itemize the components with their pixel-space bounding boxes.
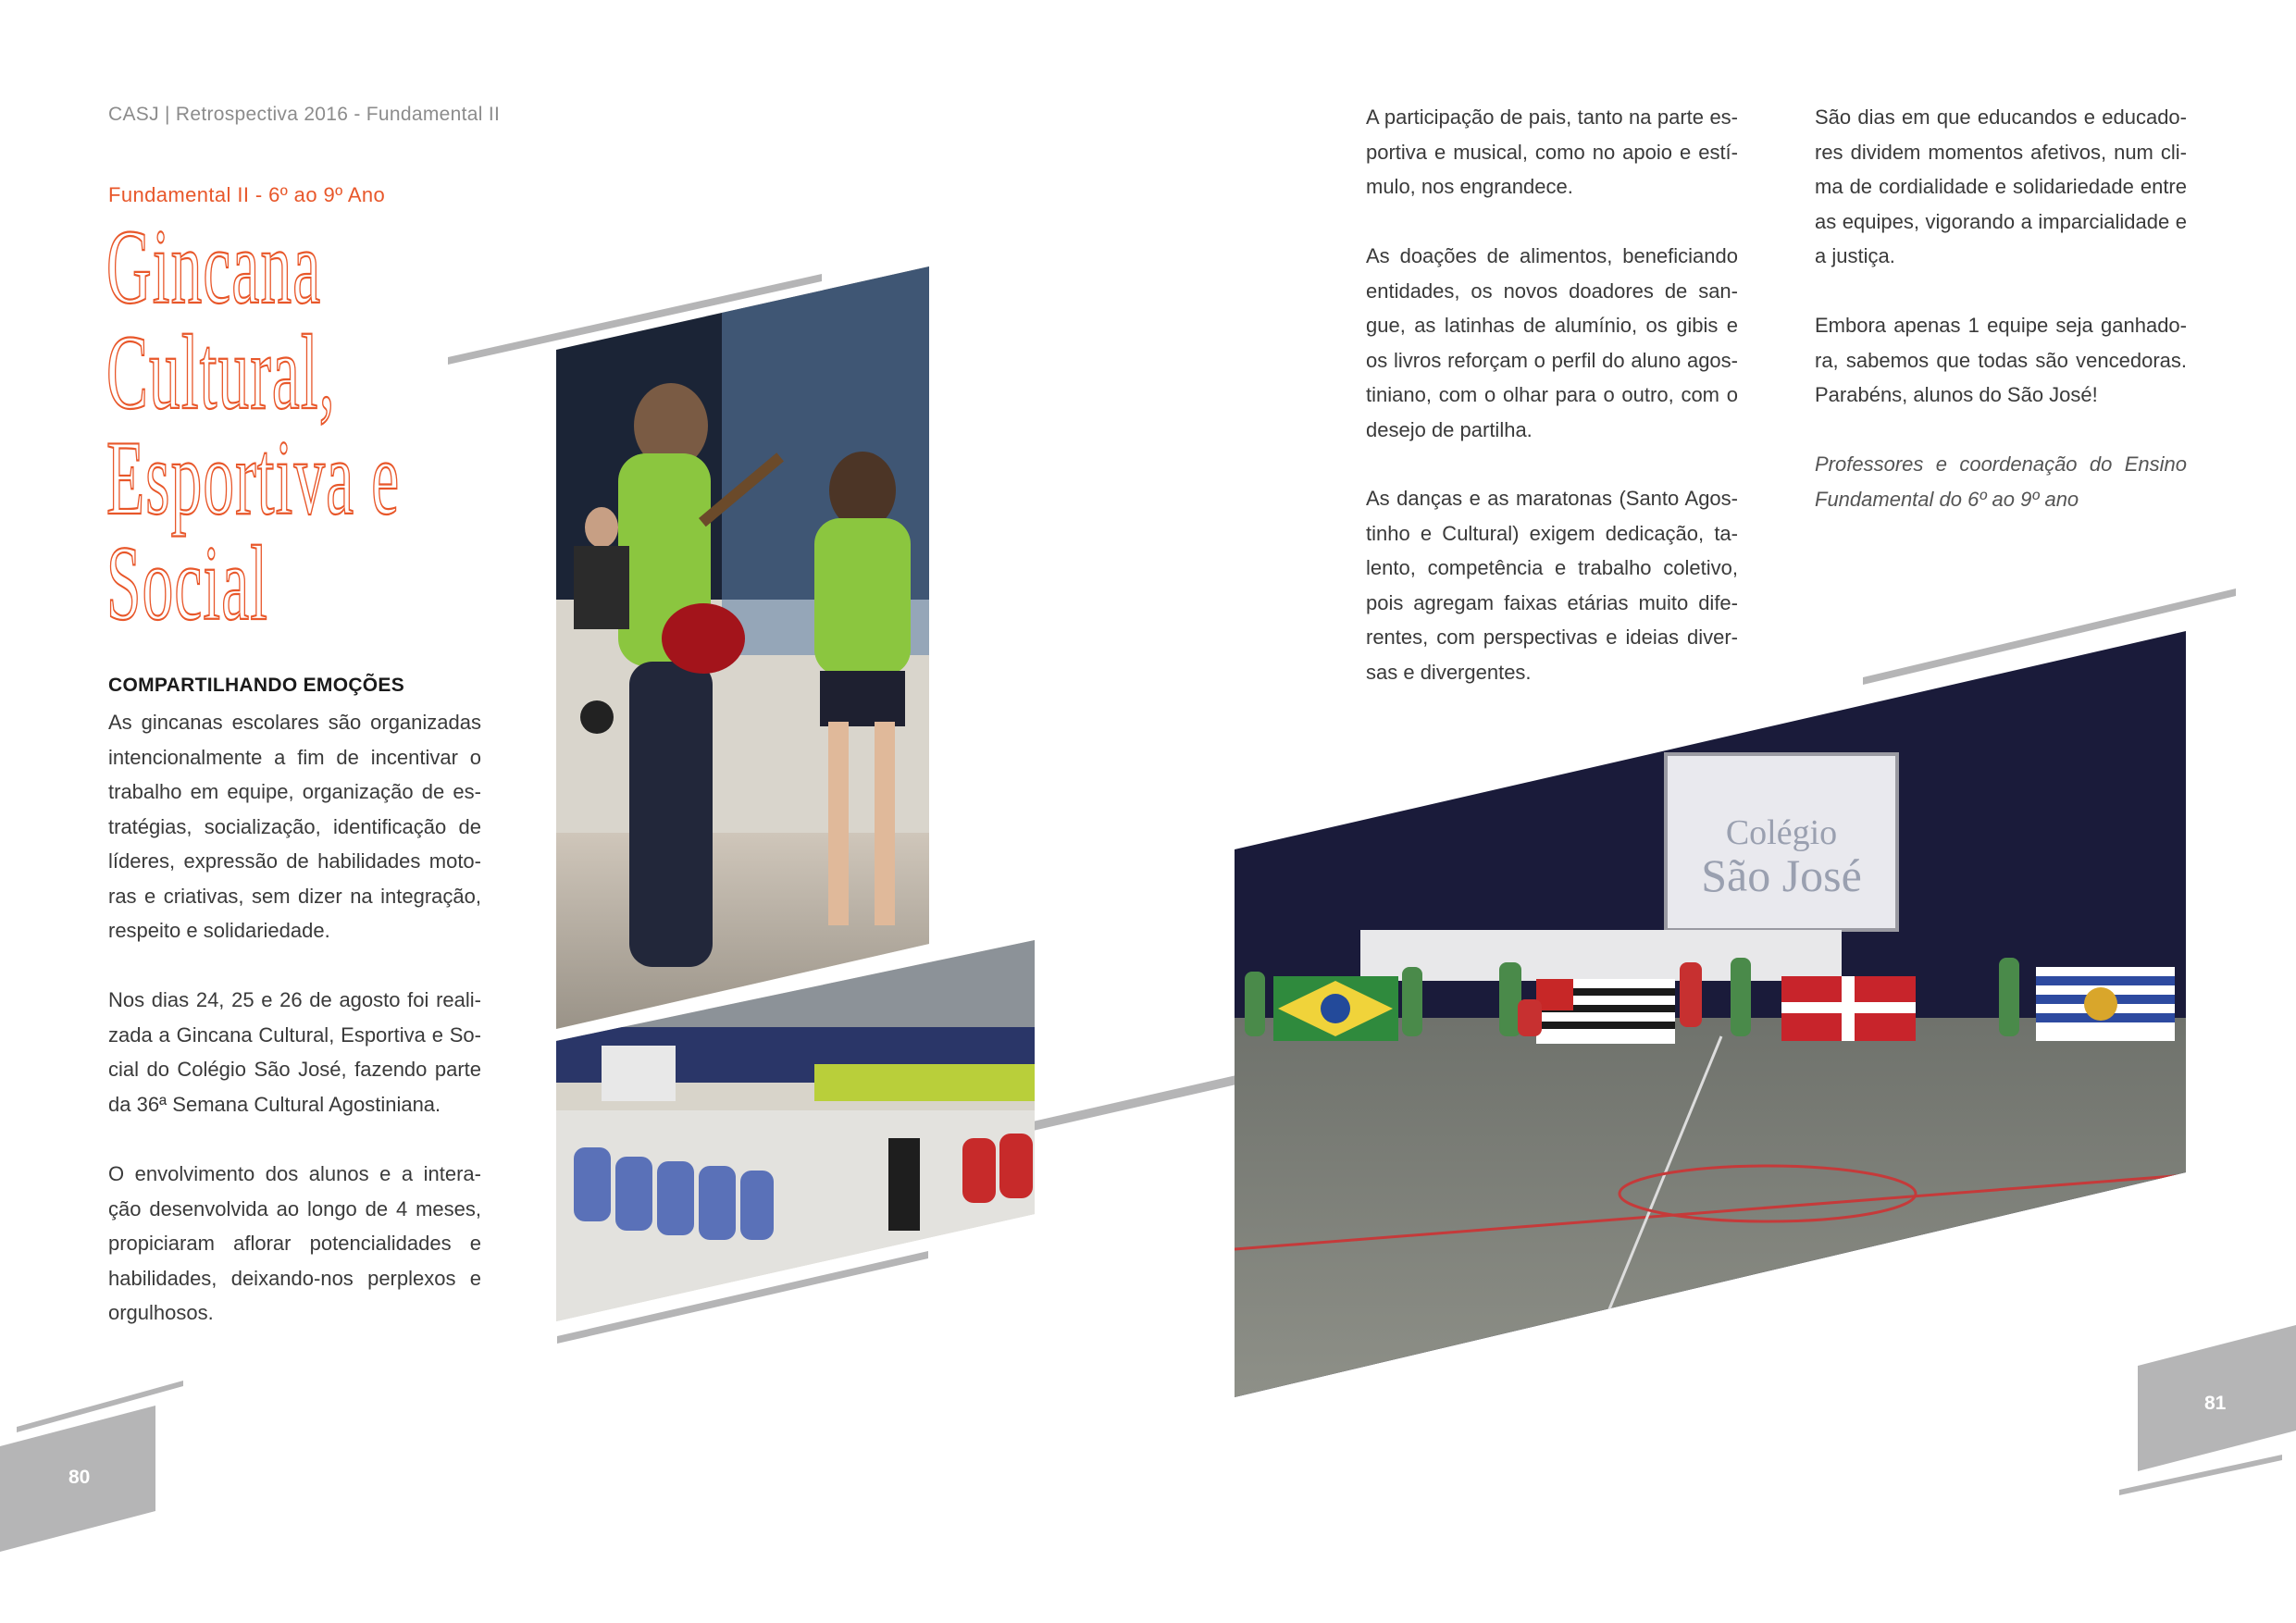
text-line: ra, sabemos que todas são vencedoras. bbox=[1815, 348, 2187, 372]
text-line: desejo de partilha. bbox=[1366, 417, 1533, 441]
flag-city-blue bbox=[2036, 967, 2175, 1041]
text-line: ma de cordialidade e solidariedade entre bbox=[1815, 175, 2187, 198]
text-line: pois agregam faixas etárias muito dife- bbox=[1366, 590, 1738, 614]
photo-banner-text bbox=[1670, 814, 1893, 899]
banner-line bbox=[1670, 851, 1893, 899]
text-line: da 36ª Semana Cultural Agostiniana. bbox=[108, 1092, 441, 1116]
title-line: Gincana bbox=[106, 208, 322, 327]
text-line: As danças e as maratonas (Santo Agos- bbox=[1366, 487, 1738, 510]
title-line: Cultural, bbox=[106, 314, 336, 432]
text-line: mulo, nos engrandece. bbox=[1366, 175, 1573, 198]
text-line: respeito e solidariedade. bbox=[108, 919, 330, 942]
flag-city-red bbox=[1781, 976, 1916, 1041]
title-line: Social bbox=[106, 525, 269, 643]
text-line: habilidades, deixando-nos perplexos e bbox=[108, 1266, 481, 1290]
text-line: ção desenvolvida ao longo de 4 meses, bbox=[108, 1196, 481, 1220]
text-line: Nos dias 24, 25 e 26 de agosto foi reali- bbox=[108, 988, 481, 1011]
section-heading: COMPARTILHANDO EMOÇÕES bbox=[108, 675, 405, 696]
text-line: portiva e musical, como no apoio e estí- bbox=[1366, 140, 1738, 164]
text-line: a justiça. bbox=[1815, 244, 1895, 267]
text-line: tratégias, socialização, identificação de bbox=[108, 814, 481, 838]
text-line: ras e criativas, sem dizer na integração, bbox=[108, 884, 481, 908]
flag-brazil bbox=[1273, 976, 1398, 1041]
text-line: São dias em que educandos e educado- bbox=[1815, 105, 2187, 129]
text-line: líderes, expressão de habilidades moto- bbox=[108, 849, 481, 873]
text-line: gue, as latinhas de alumínio, os gibis e bbox=[1366, 314, 1738, 337]
text-line: Professores e coordenação do Ensino bbox=[1815, 452, 2187, 476]
text-line: res dividem momentos afetivos, num cli- bbox=[1815, 140, 2187, 164]
text-line: tiniano, com o olhar para o outro, com o bbox=[1366, 383, 1738, 406]
text-line: zada a Gincana Cultural, Esportiva e So- bbox=[108, 1022, 481, 1047]
text-line: tinho e Cultural) exigem dedicação, ta- bbox=[1366, 521, 1738, 545]
flag-sao-paulo bbox=[1536, 979, 1675, 1044]
banner-line: Colégio bbox=[1725, 813, 1838, 852]
page-number-right: 81 bbox=[2204, 1393, 2227, 1414]
photo-band-performance bbox=[556, 266, 929, 1029]
photo-flags-ceremony bbox=[1235, 631, 2186, 1397]
text-line: os livros reforçam o perfil do aluno agos- bbox=[1366, 348, 1738, 372]
text-line: A participação de pais, tanto na parte es- bbox=[1366, 105, 1738, 129]
text-line: sas e divergentes. bbox=[1366, 660, 1532, 684]
running-header: CASJ | Retrospectiva 2016 - Fundamental II bbox=[108, 104, 501, 125]
text-line: propiciaram aflorar potencialidades e bbox=[108, 1232, 481, 1255]
banner-word: José bbox=[1781, 849, 1862, 901]
text-line: orgulhosos. bbox=[108, 1301, 214, 1324]
text-line: as equipes, vigorando a imparcialidade e bbox=[1815, 209, 2187, 233]
text-line: trabalho em equipe, organização de es- bbox=[108, 780, 481, 803]
text-line: Fundamental do 6º ao 9º ano bbox=[1815, 487, 2079, 511]
text-line: Embora apenas 1 equipe seja ganhado- bbox=[1815, 314, 2187, 337]
decor-stripe bbox=[1033, 1075, 1236, 1131]
text-line: Parabéns, alunos do São José! bbox=[1815, 383, 2098, 406]
text-line: rentes, com perspectivas e ideias diver- bbox=[1366, 626, 1738, 649]
title-line: Esportiva e bbox=[106, 419, 401, 538]
text-line: As gincanas escolares são organizadas bbox=[108, 711, 481, 734]
text-line: cial do Colégio São José, fazendo parte bbox=[108, 1058, 481, 1081]
page-number-left: 80 bbox=[68, 1467, 91, 1488]
text-line: O envolvimento dos alunos e a intera- bbox=[108, 1162, 481, 1185]
text-line: intencionalmente a fim de incentivar o bbox=[108, 745, 481, 769]
banner-word: São bbox=[1701, 849, 1771, 901]
text-line: entidades, os novos doadores de san- bbox=[1366, 279, 1738, 303]
text-line: As doações de alimentos, beneficiando bbox=[1366, 244, 1738, 267]
section-subtitle: Fundamental II - 6º ao 9º Ano bbox=[108, 183, 386, 206]
text-line: lento, competência e trabalho coletivo, bbox=[1366, 556, 1738, 579]
